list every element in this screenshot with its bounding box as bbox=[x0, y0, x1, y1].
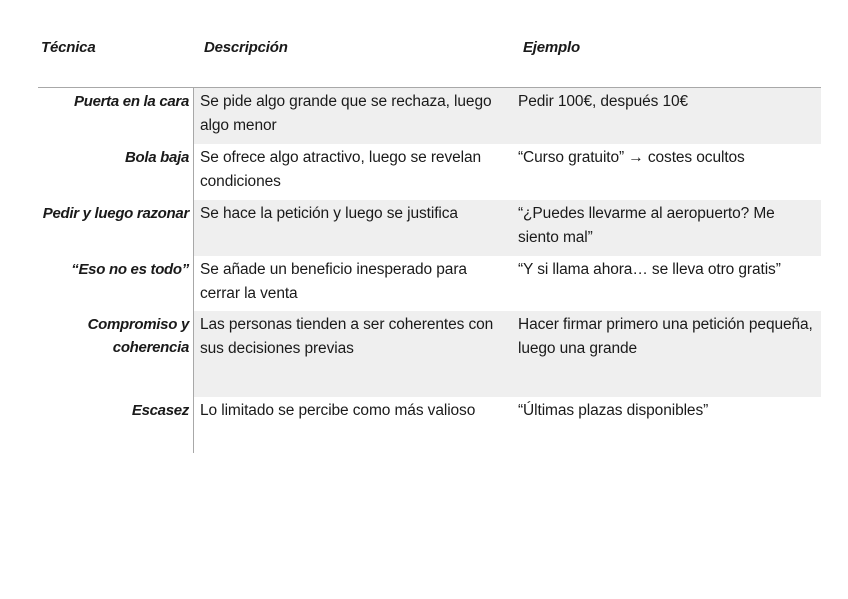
row-description: Las personas tienden a ser coherentes con sus decisiones previas bbox=[194, 311, 512, 397]
table-row bbox=[38, 311, 821, 397]
row-description: Lo limitado se percibe como más valioso bbox=[200, 402, 476, 419]
row-description: Se hace la petición y luego se justifica bbox=[194, 200, 512, 256]
row-technique: Compromiso y coherencia bbox=[38, 311, 194, 397]
table-row bbox=[38, 144, 821, 200]
row-technique: Puerta en la cara bbox=[38, 88, 194, 144]
row-technique: “Eso no es todo” bbox=[38, 256, 194, 311]
row-example: “¿Puedes llevarme al aeropuerto? Me siento mal” bbox=[512, 200, 821, 256]
header-example: Ejemplo bbox=[523, 39, 580, 56]
table-row bbox=[38, 256, 821, 311]
row-example: “Curso gratuito” → costes ocultos bbox=[518, 149, 745, 166]
row-description: Se ofrece algo atractivo, luego se revelan condiciones bbox=[200, 149, 481, 190]
row-technique: Escasez bbox=[38, 397, 194, 453]
row-example: “Últimas plazas disponibles” bbox=[518, 402, 709, 419]
row-example: Hacer firmar primero una petición pequeña, luego una grande bbox=[512, 311, 821, 397]
row-example: Pedir 100€, después 10€ bbox=[512, 88, 821, 144]
table-row bbox=[38, 88, 821, 144]
row-description: Se añade un beneficio inesperado para cerrar la venta bbox=[200, 261, 467, 302]
row-technique: Pedir y luego razonar bbox=[38, 200, 194, 256]
row-example: “Y si llama ahora… se lleva otro gratis” bbox=[518, 261, 781, 278]
row-technique: Bola baja bbox=[38, 144, 194, 200]
table-row bbox=[38, 397, 821, 453]
header-description: Descripción bbox=[204, 39, 288, 56]
techniques-table bbox=[38, 30, 821, 453]
table-row bbox=[38, 200, 821, 256]
header-technique: Técnica bbox=[41, 39, 96, 56]
row-description: Se pide algo grande que se rechaza, luego algo menor bbox=[194, 88, 512, 144]
table-header bbox=[38, 30, 821, 88]
